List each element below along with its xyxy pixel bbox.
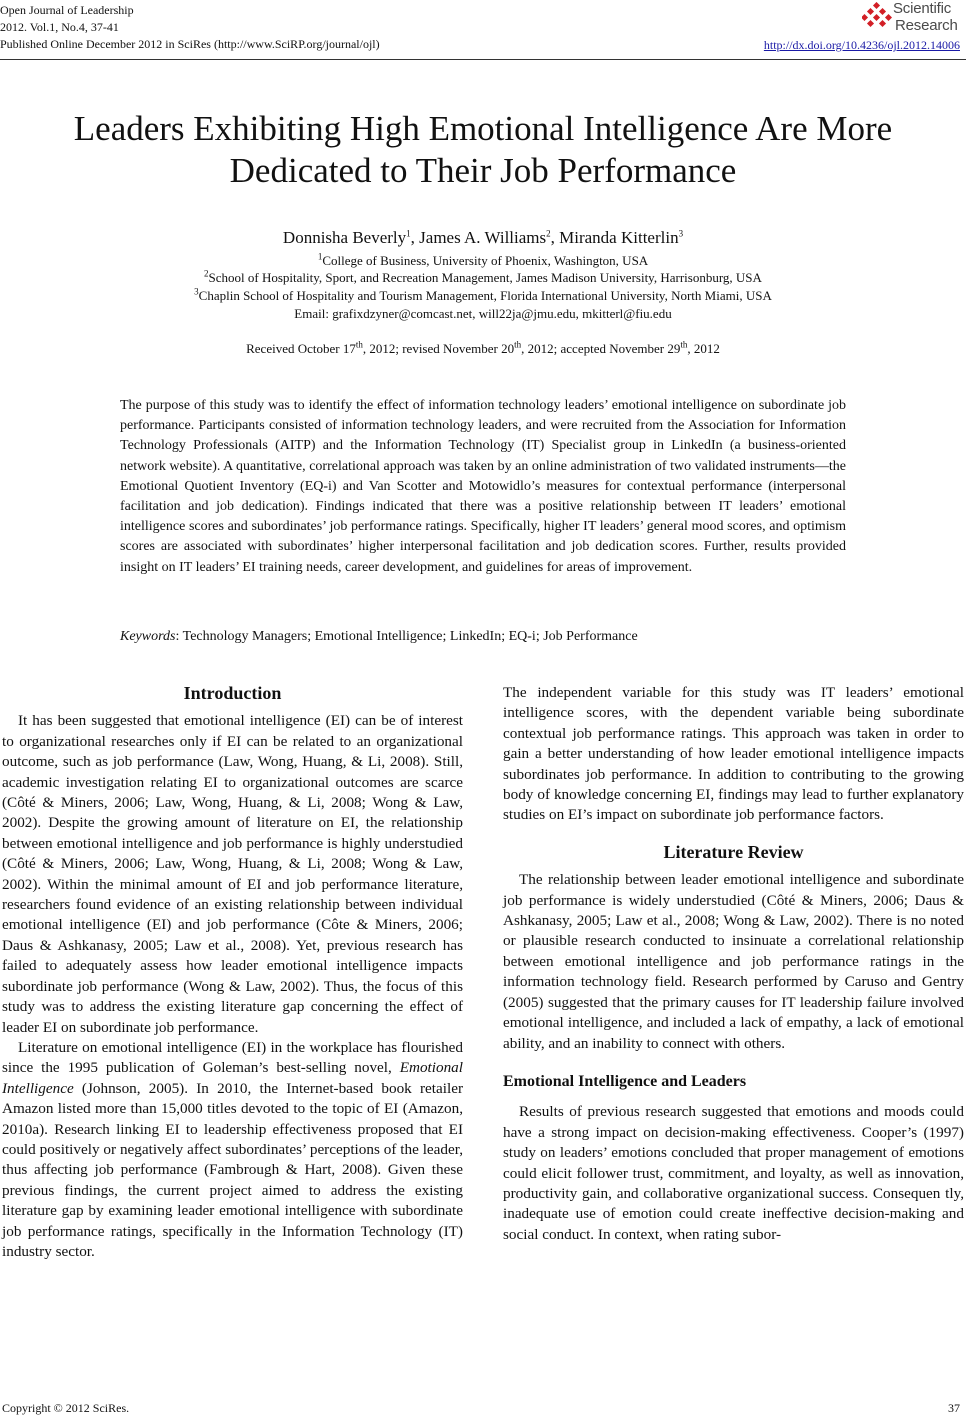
doi-link[interactable]: http://dx.doi.org/10.4236/ojl.2012.14006: [763, 38, 960, 52]
affiliation-sup: 1: [317, 251, 323, 262]
page-number: 37: [948, 1401, 960, 1415]
keywords-label: Keywords: [120, 629, 176, 644]
keywords: [120, 629, 846, 645]
intro-p2-text: (Johnson, 2005). In 2010, the Internet-based book retailer Amazon listed more than 15,000 titles devoted to the topic of EI (Amazon, 2010a). Research linking EI to leadership effectiveness proposed that EI could positively or negatively affect subordinates’ perceptions of the leader, thus affecting job performance (Fambrough & Hart, 2008). Given these previous findings, the current project aimed to address the existing literature gap by examining leader emotional intelligence with subordinate job performance ratings, specifically in the Information Technology (IT) industry sector.: [2, 1079, 463, 1260]
ei-leaders-paragraph: Results of previous research suggested that emotions and moods could have a strong impact on decision-making effectiveness. Cooper’s (1997) study on leaders’ emotions concluded that proper management of emotions could elicit follower trust, commitment, and loyalty, as well as innovation, productivity gain, and collaborative organizational success. Consequen tly, inadequate use of emotion could create ineffective decision-making and social conduct. In context, when rating subor-: [503, 1103, 964, 1243]
received-sup: th: [355, 339, 363, 350]
author-sep: ,: [410, 228, 420, 247]
journal-volume: 2012. Vol.1, No.4, 37-41: [0, 20, 119, 34]
book-title: Emotional Intelligence: [2, 1059, 463, 1097]
section-heading-literature-review: Literature Review: [663, 841, 804, 862]
received-dates: [0, 341, 966, 357]
affiliation-sup: 2: [204, 268, 209, 279]
affiliation-2: [0, 268, 966, 287]
affiliation-sup: 3: [194, 286, 199, 297]
header-rule: [0, 59, 966, 60]
author-sup: 1: [406, 228, 411, 239]
author-name: Donnisha Beverly: [282, 228, 407, 247]
copyright-notice: Copyright © 2012 SciRes.: [2, 1401, 130, 1415]
intro-p2-text: Literature on emotional intelligence (EI) in the workplace has flourished since the 1995 publication of Goleman’s best-selling novel,: [2, 1038, 463, 1077]
section-heading-introduction: Introduction: [183, 683, 282, 703]
author-emails: Email: grafixdzyner@comcast.net, will22ja@jmu.edu, mkitterl@fiu.edu: [294, 306, 672, 321]
affiliation-text: College of Business, University of Phoenix, Washington, USA: [322, 253, 649, 268]
scirp-logo: [862, 0, 962, 36]
affiliation-text: Chaplin School of Hospitality and Tourism Management, Florida International University, North Miami, USA: [198, 288, 772, 303]
lit-review-paragraph: The relationship between leader emotional intelligence and subordinate job performance is widely understudied (Côté & Miners, 2006; Daus & Ashkanasy, 2005; Law et al., 2008; Wong & Law, 2002). There is no noted or plausible research conducted to insinuate a correlational relationship between emotional intelligence and job performance ratings in the information technology field. Research performed by Caruso and Gentry (2005) suggested that the primary causes for IT leadership failure involved emotional intelligence, and included a lack of empathy, a lack of emotional ability, and an inability to connect with others.: [503, 871, 964, 1052]
logo-word-2: Research: [895, 17, 958, 34]
scirp-logo-icon: [862, 2, 892, 32]
received-sup: th: [514, 339, 522, 350]
received-text: , 2012; revised November 20: [362, 341, 515, 356]
affiliation-3: [0, 286, 966, 305]
author-sep: ,: [550, 228, 560, 247]
author-sup: 2: [546, 228, 551, 239]
author-sup: 3: [678, 228, 684, 239]
intro-paragraph-2: [2, 1038, 463, 1262]
received-text: Received October 17: [246, 341, 356, 356]
paper-title: [20, 108, 946, 192]
intro-paragraph-1: It has been suggested that emotional intelligence (EI) can be of interest to organizational researches only if EI can be related to an organizational outcome, such as job performance (Law, Wong, Huang, & Li, 2008). Still, academic investigation relating EI to organizational outcomes are scarce (Côté & Miners, 2006; Law, Wong, Huang, & Li, 2008; Wong & Law, 2002). Despite the growing amount of literature on EI, the relationship between emotional intelligence and job performance is highly understudied (Côté & Miners, 2006; Law, Wong, Huang, & Li, 2008; Wong & Law, 2002). Within the minimal amount of EI and job performance literature, researchers found evidence of an existing relationship between individual emotional intelligence (EI) and job performance (Côte & Miners, 2006; Daus & Ashkanasy, 2005; Law et al., 2008). Yet, previous research has failed to adequately assess how leader emotional intelligence impacts subordinate job performance (Wong & Law, 2002). Thus, the focus of this study was to address the existing literature gap concerning the effect of leader EI on subordinate job performance.: [2, 712, 463, 1036]
left-column: [2, 683, 463, 1262]
received-sup: th: [680, 339, 688, 350]
keywords-list: : Technology Managers; Emotional Intelligence; LinkedIn; EQ-i; Job Performance: [175, 629, 638, 644]
affiliation-text: School of Hospitality, Sport, and Recreation Management, James Madison University, Harrisonburg, USA: [208, 270, 762, 285]
right-column: [503, 683, 964, 1245]
abstract: The purpose of this study was to identify the effect of information technology leaders’ emotional intelligence on subordinate job performance. Participants consisted of information technology leaders, and were recruited from the Association for Information Technology Professionals (AITP) and the Information Technology (IT) Specialist group in LinkedIn (a business-oriented network website). A quantitative, correlational approach was taken by an online administration of two validated instruments—the Emotional Quotient Inventory (EQ-i) and Van Scotter and Motowidlo’s measures for contextual performance (interpersonal facilitation and job dedication). Findings indicated that there was a positive relationship between IT leaders’ emotional intelligence scores and subordinates’ job performance ratings. Specifically, higher IT leaders’ general mood scores, and optimism scores are associated with subordinates’ higher interpersonal facilitation and job dedication scores. Further, results provided insight on IT leaders’ EI training needs, career development, and guidelines for areas of improvement.: [120, 398, 846, 575]
author-name: James A. Williams: [419, 228, 547, 247]
author-list: [0, 227, 966, 249]
journal-name: Open Journal of Leadership: [0, 3, 134, 17]
intro-paragraph-3: The independent variable for this study was IT leaders’ emotional intelligence scores, with the dependent variable being subordinate contextual job performance ratings. This approach was taken in order to gain a better understanding of how leader emotional intelligence impacts subordinates job performance. In addition to contributing to the growing body of knowledge concerning EI, findings may lead to further explanatory studies on EI’s impact on subordinate job performance factors.: [503, 684, 964, 824]
logo-word-1: Scientific: [893, 0, 952, 17]
title-line-2: Dedicated to Their Job Performance: [229, 151, 737, 190]
author-name: Miranda Kitterlin: [559, 228, 679, 247]
journal-header: [0, 2, 380, 53]
received-text: , 2012; accepted November 29: [521, 341, 681, 356]
received-text: , 2012: [687, 341, 720, 356]
published-online: Published Online December 2012 in SciRes (http://www.SciRP.org/journal/ojl): [0, 37, 380, 51]
title-line-1: Leaders Exhibiting High Emotional Intelligence Are More: [73, 109, 893, 148]
subsection-heading-ei-leaders: Emotional Intelligence and Leaders: [503, 1072, 747, 1090]
